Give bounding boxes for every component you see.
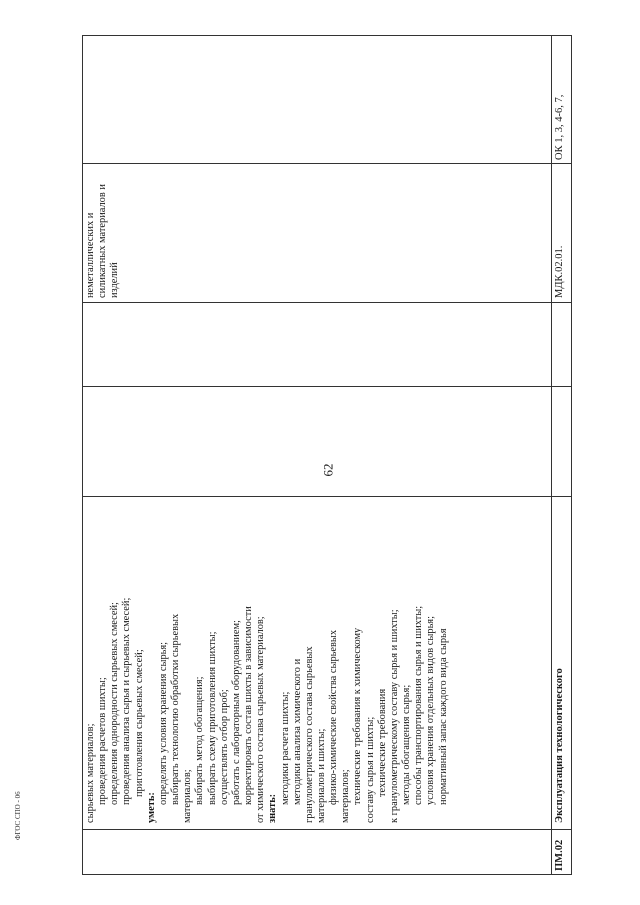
knowledge-line: приготовления сырьевых смесей; [133, 649, 145, 797]
knowledge-line: к гранулометрическому составу сырья и шихты; [388, 609, 400, 823]
knowledge-line: составу сырья и шихты; [364, 716, 376, 823]
knowledge-line: гранулометрического состава сырьевых [303, 646, 315, 823]
knowledge-line: материалов; [182, 769, 194, 823]
knowledge-line: определять условия хранения сырья; [157, 641, 169, 805]
module-name: Эксплуатация технологического [554, 668, 565, 823]
knowledge-line: знать: [267, 793, 279, 823]
page-number: 62 [320, 463, 336, 477]
module-code: ПМ.02 [554, 839, 565, 871]
knowledge-line: выбирать схему приготовления шихты; [206, 631, 218, 805]
knowledge-line: определения однородности сырьевых смесей; [109, 602, 121, 805]
column-divider [82, 496, 572, 497]
knowledge-line: способы транспортирования сырья и шихты; [413, 605, 425, 805]
column-divider [82, 829, 572, 830]
mdk-code: МДК.02.01. [554, 245, 565, 298]
knowledge-line: осуществлять отбор проб; [218, 689, 230, 805]
mdk-line: изделий [109, 262, 121, 298]
knowledge-line: методы обогащения сырья; [401, 684, 413, 805]
column-divider [82, 163, 572, 164]
mdk-line: силикатных материалов и [97, 184, 109, 298]
column-divider [82, 302, 572, 303]
mdk-line: неметаллических и [85, 212, 96, 298]
knowledge-line: технические требования [376, 688, 388, 797]
knowledge-line: выбирать метод обогащения; [194, 676, 206, 805]
competency-codes: ОК 1, 3, 4-6, 7, [554, 94, 565, 160]
knowledge-line: работать с лабораторным оборудованием; [230, 620, 242, 805]
knowledge-line: корректировать состав шихты в зависимости [243, 606, 255, 805]
knowledge-line: сырьевых материалов; [85, 723, 96, 823]
knowledge-line: выбирать технологию обработки сырьевых [170, 613, 182, 805]
mdk-description-text [85, 168, 121, 298]
knowledge-line: технические требования к химическому [352, 627, 364, 805]
knowledge-line: методики расчета шихты; [279, 691, 291, 805]
knowledge-line: условия хранения отдельных видов сырья; [425, 616, 437, 805]
knowledge-line: проведения расчетов шихты; [97, 677, 109, 805]
footer-code: ФГОС СПО - 06 [14, 791, 22, 840]
knowledge-line: физико-химические свойства сырьевых [328, 629, 340, 805]
knowledge-line: проведения анализа сырья и сырьевых смесей; [121, 597, 133, 805]
knowledge-line: уметь: [145, 792, 157, 823]
knowledge-line: от химического состава сырьевых материалов; [255, 616, 267, 823]
knowledge-line: нормативный запас каждого вида сырья [437, 628, 449, 805]
knowledge-line: материалов; [340, 769, 352, 823]
column-divider [82, 35, 572, 36]
knowledge-line: материалов и шихты; [315, 728, 327, 823]
column-divider [82, 386, 572, 387]
knowledge-line: методики анализа химического и [291, 658, 303, 805]
knowledge-skills-text [85, 503, 450, 823]
rotated-table [82, 35, 572, 875]
